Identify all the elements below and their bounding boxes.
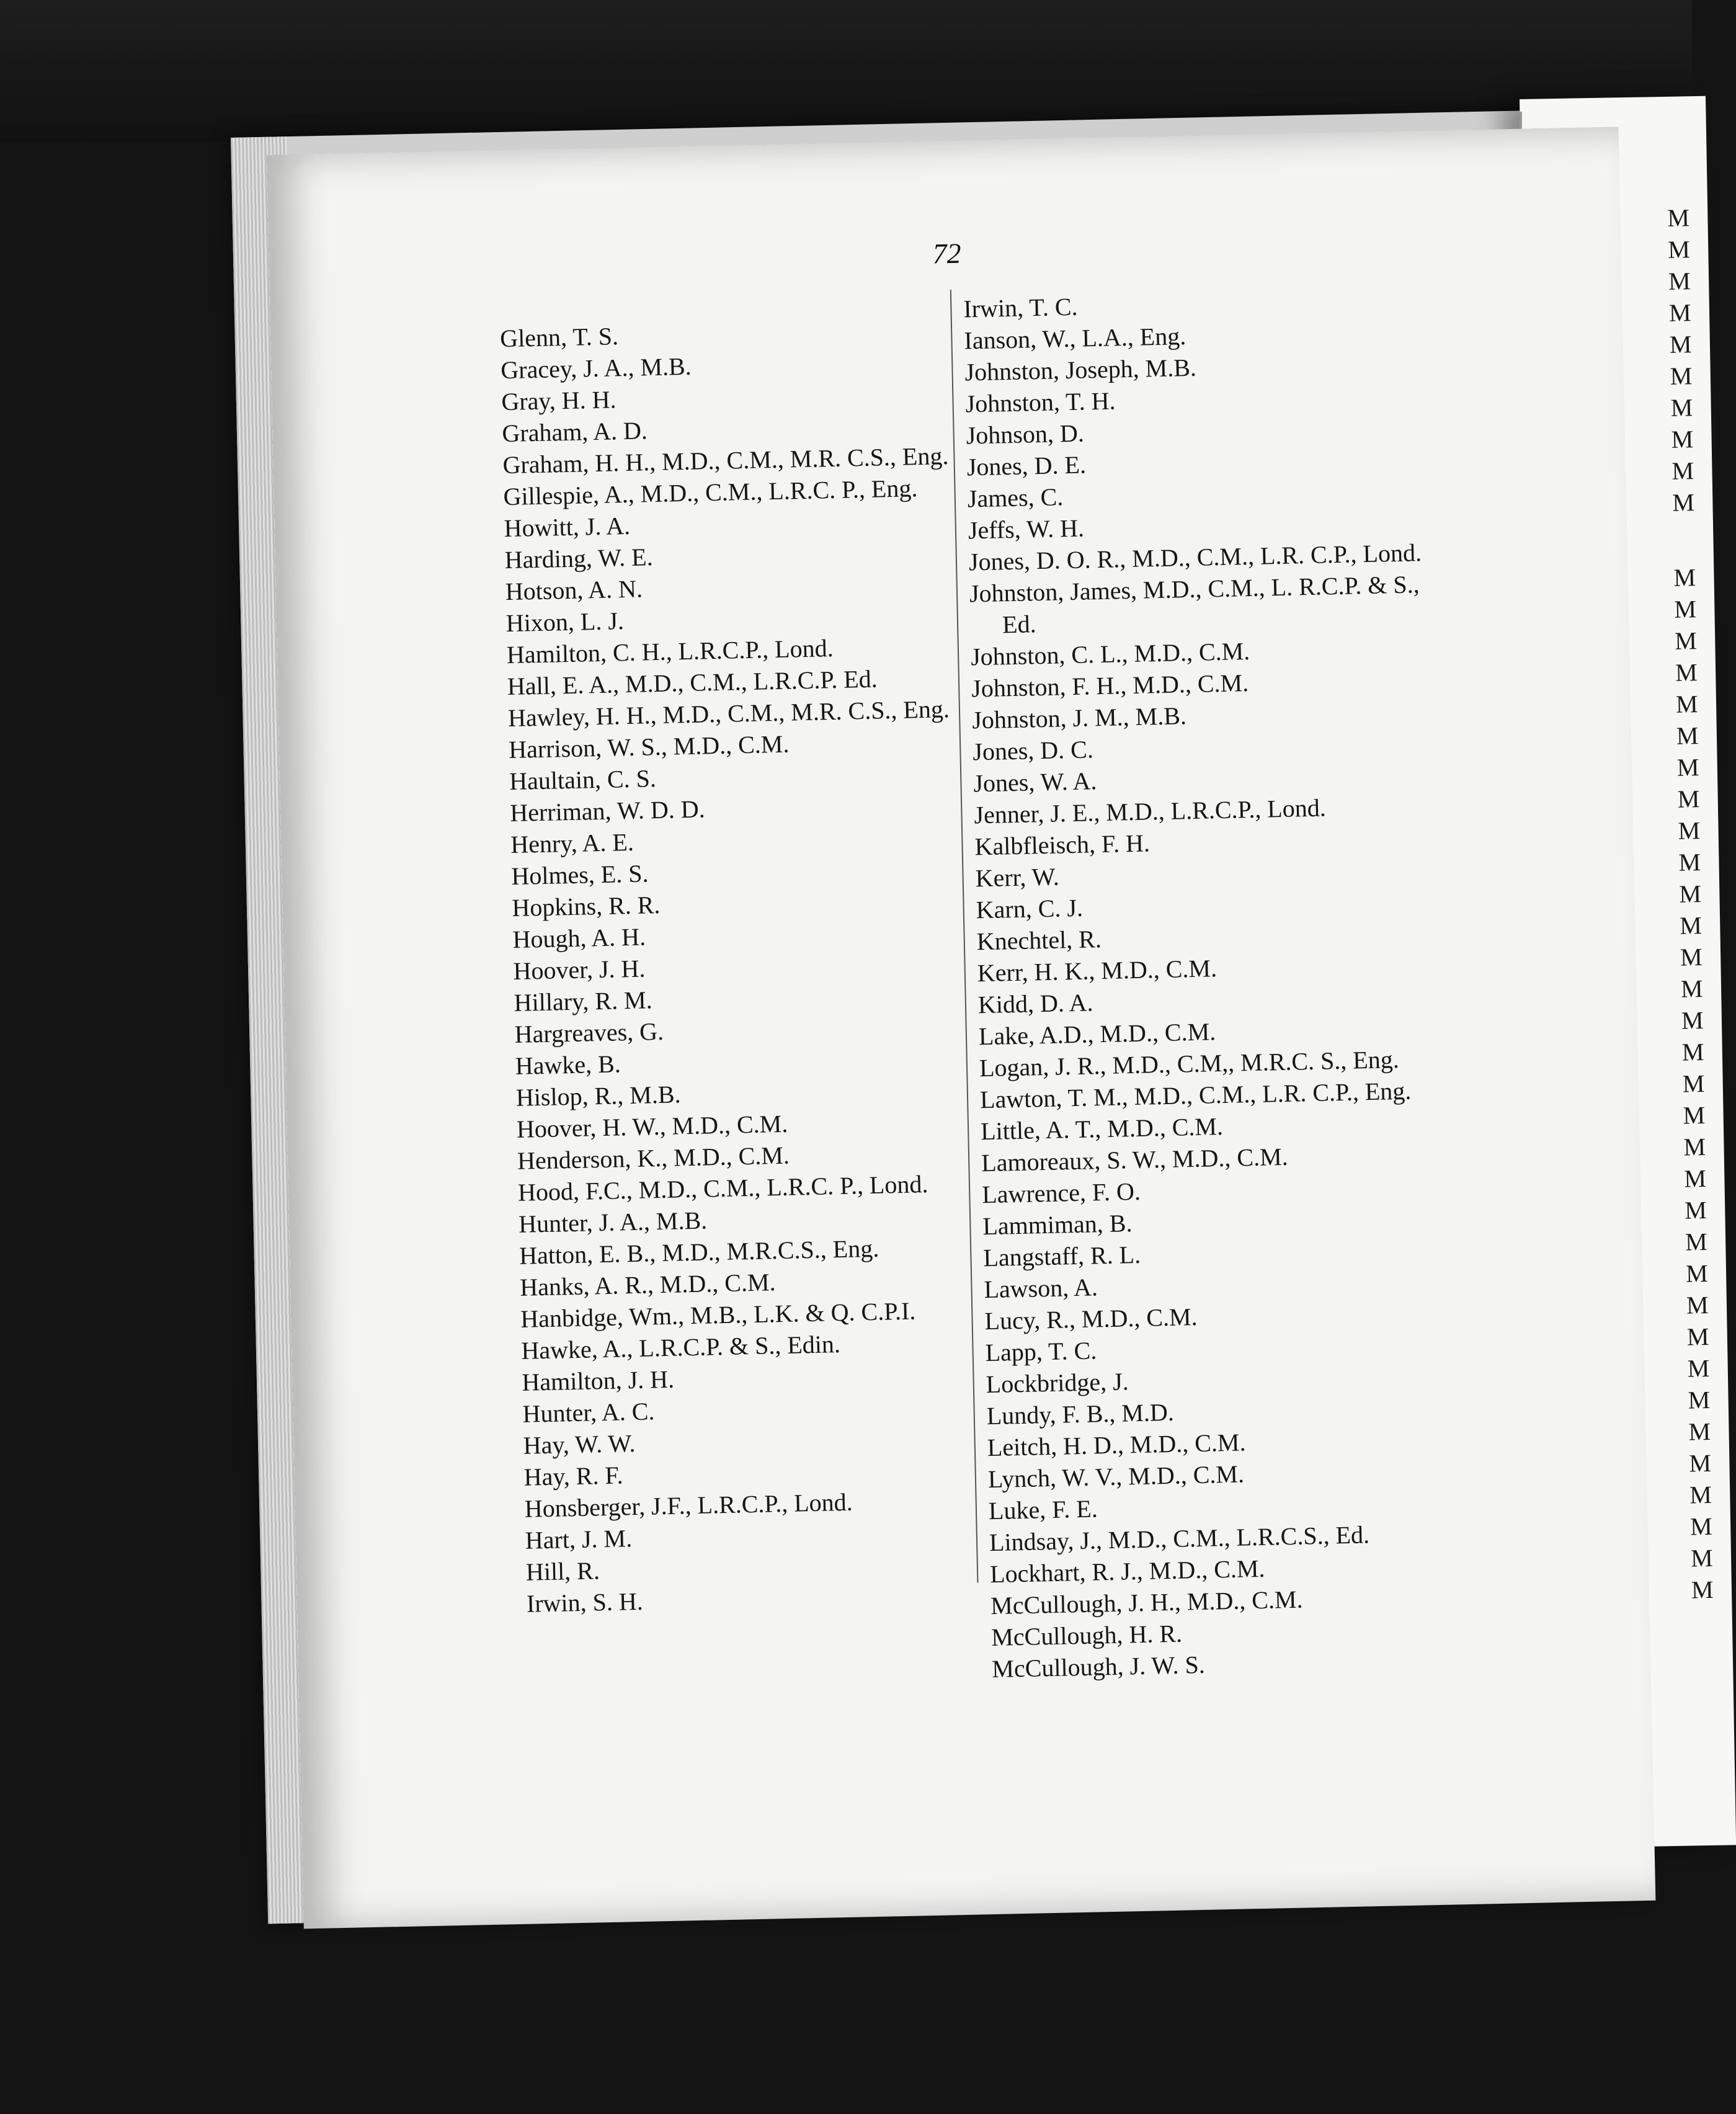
next-page-fragment: M [1688,1385,1711,1414]
directory-entry: Henderson, K., M.D., C.M. [517,1141,790,1175]
directory-entry: Lawson, A. [984,1273,1098,1304]
directory-entry: McCullough, H. R. [990,1619,1183,1652]
directory-entry: Lawrence, F. O. [981,1177,1141,1209]
next-page-fragment: M [1681,1006,1704,1035]
next-page-fragment: M [1683,1101,1706,1130]
directory-entry: Langstaff, R. L. [983,1240,1141,1272]
next-page-fragment: M [1681,1038,1704,1066]
directory-entry: Johnston, C. L., M.D., C.M. [970,636,1250,671]
left-column [500,313,974,1620]
next-page-fragment: M [1676,721,1699,750]
directory-entry: Henry, A. E. [510,827,634,859]
directory-entry: Hamilton, J. H. [522,1365,675,1396]
directory-entry: Lynch, W. V., M.D., C.M. [987,1460,1245,1494]
directory-entry: Hill, R. [525,1556,600,1586]
directory-entry: Lockhart, R. J., M.D., C.M. [989,1554,1265,1589]
directory-entry: Kerr, H. K., M.D., C.M. [977,954,1217,988]
next-page-fragment: M [1690,1543,1714,1572]
right-column [963,283,1476,1685]
next-page-fragment: M [1671,488,1695,517]
next-page-fragment: M [1677,785,1700,813]
next-page-fragment: M [1671,425,1694,453]
directory-entry: Hanbidge, Wm., M.B., L.K. & Q. C.P.I. [520,1296,916,1333]
next-page-fragment: M [1680,943,1703,971]
directory-entry: Hislop, R., M.B. [515,1080,681,1112]
directory-entry: Hawke, B. [515,1050,621,1080]
next-page-fragment: M [1686,1322,1709,1351]
directory-entry: Lamoreaux, S. W., M.D., C.M. [981,1142,1289,1177]
next-page-fragment: M [1678,816,1701,845]
directory-entry: Ianson, W., L.A., Eng. [964,322,1186,355]
directory-entry: McCullough, J. H., M.D., C.M. [990,1585,1303,1620]
directory-entry: Howitt, J. A. [504,511,631,543]
next-page-fragment: M [1668,298,1692,327]
directory-entry: Holmes, E. S. [510,859,649,890]
directory-entry: Lapp, T. C. [985,1336,1097,1367]
directory-entry: Knechtel, R. [976,925,1102,956]
next-page-fragment: M [1673,563,1696,592]
directory-entry: Hoover, H. W., M.D., C.M. [516,1109,788,1143]
directory-entry: Hunter, A. C. [522,1397,655,1428]
directory-entry: Karn, C. J. [976,893,1084,924]
directory-entry: Hargreaves, G. [514,1017,664,1048]
next-page-fragment: M [1683,1133,1706,1161]
directory-entry: Hood, F.C., M.D., C.M., L.R.C. P., Lond. [517,1170,928,1206]
directory-entry: Jones, D. C. [972,735,1094,766]
directory-entry: Lundy, F. B., M.D. [986,1398,1175,1430]
next-page-fragment: M [1674,627,1698,655]
directory-entry: Jeffs, W. H. [968,514,1085,545]
directory-entry: Leitch, H. D., M.D., C.M. [987,1428,1246,1462]
next-page-fragment: M [1678,848,1701,876]
next-page-fragment: M [1670,393,1693,422]
directory-entry: Haultain, C. S. [509,764,657,796]
next-page-fragment: M [1686,1290,1709,1319]
directory-entry: Lammiman, B. [982,1209,1133,1241]
directory-entry: Johnson, D. [966,419,1085,450]
next-page-fragment: M [1685,1259,1709,1288]
directory-entry: Lockbridge, J. [986,1367,1129,1399]
directory-entry: Jenner, J. E., M.D., L.R.C.P., Lond. [974,793,1327,829]
directory-entry: Logan, J. R., M.D., C.M,, M.R.C. S., Eng. [979,1045,1400,1082]
document-page [267,127,1655,1929]
next-page-fragment: M [1676,753,1699,782]
directory-entry: Jones, D. E. [966,450,1087,481]
directory-entry: Herriman, W. D. D. [509,795,706,827]
directory-entry: Hawley, H. H., M.D., C.M., M.R. C.S., Eng. [507,695,950,733]
directory-entry: Gracey, J. A., M.B. [500,352,692,385]
next-page-fragment: M [1689,1512,1713,1541]
directory-entry: Johnston, James, M.D., C.M., L. R.C.P. & S., Ed. [969,570,1420,639]
directory-entry: Irwin, T. C. [963,292,1078,323]
directory-entry: Lucy, R., M.D., C.M. [984,1302,1198,1336]
directory-entry: Hawke, A., L.R.C.P. & S., Edin. [520,1330,841,1365]
directory-entry: Kalbfleisch, F. H. [974,829,1151,861]
directory-entry: Little, A. T., M.D., C.M. [980,1112,1224,1146]
next-page-fragment: M [1684,1164,1707,1193]
directory-entry: Hatton, E. B., M.D., M.R.C.S., Eng. [519,1234,879,1270]
next-page-fragment: M [1691,1575,1714,1604]
directory-entry: Jones, W. A. [973,767,1097,798]
next-page-fragment: M [1679,911,1703,940]
directory-entry: Hay, R. F. [523,1461,623,1491]
next-page-fragment: M [1685,1228,1708,1256]
directory-entry: Graham, H. H., M.D., C.M., M.R. C.S., Eng. [502,442,949,479]
next-page-fragment: M [1680,974,1704,1003]
next-page-fragment: M [1673,595,1697,623]
next-page-fragment: M [1671,457,1694,485]
next-page-fragment: M [1679,880,1702,908]
directory-entry: Hoover, J. H. [513,954,646,985]
directory-entry: Hanks, A. R., M.D., C.M. [519,1268,776,1301]
directory-entry: Johnston, T. H. [965,386,1116,418]
directory-entry: Johnston, J. M., M.B. [971,702,1187,734]
directory-entry: Hillary, R. M. [514,986,653,1017]
directory-entry: Johnston, Joseph, M.B. [964,353,1197,386]
next-page-fragment: M [1682,1069,1705,1098]
directory-entry: Lake, A.D., M.D., C.M. [978,1017,1216,1051]
directory-entry: Gillespie, A., M.D., C.M., L.R.C. P., Eng. [503,474,918,511]
directory-entry: Glenn, T. S. [499,322,619,353]
directory-entry: Honsberger, J.F., L.R.C.P., Lond. [524,1487,853,1523]
next-page-fragment: M [1689,1480,1712,1509]
directory-entry: Luke, F. E. [988,1494,1098,1525]
directory-entry: James, C. [967,483,1064,513]
directory-entry: Jones, D. O. R., M.D., C.M., L.R. C.P., Lond. [968,538,1422,576]
directory-entry: Irwin, S. H. [526,1587,644,1618]
directory-entry: Lindsay, J., M.D., C.M., L.R.C.S., Ed. [989,1520,1370,1557]
next-page-fragment: M [1668,267,1691,295]
directory-entry: Hunter, J. A., M.B. [518,1206,708,1238]
directory-entry: Hay, W. W. [523,1429,636,1460]
next-page-fragment: M [1687,1354,1710,1383]
directory-entry: Hough, A. H. [512,922,646,953]
directory-entry: Lawton, T. M., M.D., C.M., L.R. C.P., Eng. [979,1076,1412,1114]
directory-entry: Kerr, W. [975,862,1060,893]
next-page-fragment: M [1667,203,1690,232]
directory-entry: Harding, W. E. [504,543,654,574]
directory-entry: Gray, H. H. [501,385,617,416]
directory-entry: Harrison, W. S., M.D., C.M. [508,729,790,764]
next-page-fragment: M [1667,235,1691,264]
next-page-fragment: M [1689,1448,1712,1478]
directory-entry: Hopkins, R. R. [512,890,661,922]
directory-entry: Hixon, L. J. [505,607,625,638]
next-page-fragment: M [1675,690,1699,718]
directory-entry: Johnston, F. H., M.D., C.M. [971,669,1249,703]
directory-entry: Hall, E. A., M.D., C.M., L.R.C.P. Ed. [507,664,878,701]
next-page-fragment: M [1670,362,1693,390]
directory-entry: Graham, A. D. [502,416,648,448]
directory-entry: Hamilton, C. H., L.R.C.P., Lond. [506,634,834,669]
directory-entry: Kidd, D. A. [977,988,1093,1019]
directory-entry: McCullough, J. W. S. [991,1650,1206,1684]
directory-entry: Hart, J. M. [525,1524,633,1554]
directory-entry: Hotson, A. N. [505,574,643,606]
next-page-fragment: M [1675,658,1698,687]
next-page-fragment: M [1669,330,1692,359]
next-page-fragment: M [1684,1196,1707,1224]
next-page-fragment: M [1688,1417,1711,1446]
page-number: 72 [932,237,962,270]
